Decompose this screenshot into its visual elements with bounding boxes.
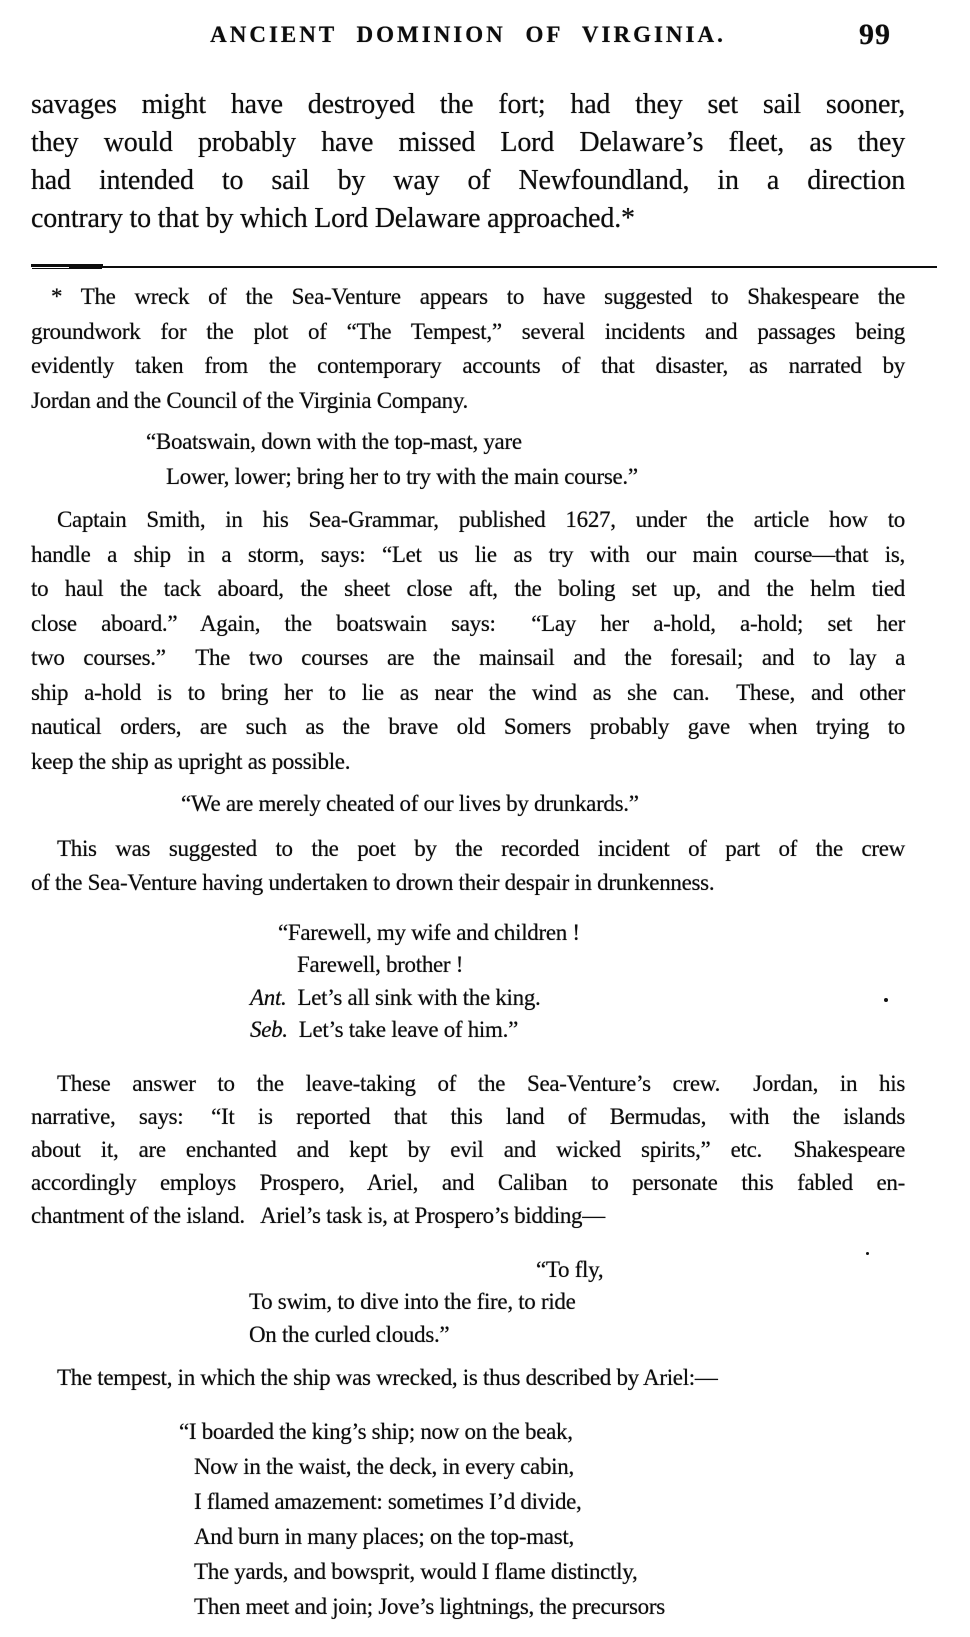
verse-line: “Farewell, my wife and children ! — [278, 919, 580, 945]
quote-line: “We are merely cheated of our lives by drunkards.” — [181, 791, 639, 816]
footnote-line: nautical orders, are such as the brave old Somers probably gave when trying to — [31, 714, 905, 739]
footnote-line: narrative, says: “It is reported that this land of Bermudas, with the islands — [31, 1103, 905, 1129]
verse-line — [250, 1014, 905, 1047]
speaker-name: Ant. — [250, 984, 287, 1010]
footnote-line: accordingly employs Prospero, Ariel, and Caliban to personate this fabled en- — [31, 1169, 905, 1195]
footnote-line: * The wreck of the Sea-Venture appears to have suggested to Shakespeare the — [51, 284, 905, 309]
speaker-text: Let’s all sink with the king. — [297, 984, 541, 1010]
footnote-paragraph — [31, 280, 905, 418]
verse-line: The yards, and bowsprit, would I flame distinctly, — [194, 1558, 638, 1584]
speaker-text: Let’s take leave of him.” — [298, 1017, 518, 1042]
footnote-divider — [31, 264, 905, 270]
body-line: contrary to that by which Lord Delaware approached.* — [31, 203, 635, 234]
verse-line: Lower, lower; bring her to try with the main course.” — [166, 463, 638, 489]
body-line: savages might have destroyed the fort; had they set sail sooner, — [31, 89, 905, 120]
footnote-line: keep the ship as upright as possible. — [31, 748, 351, 774]
quote-drunkards — [31, 787, 905, 822]
verse-line: “To fly, — [536, 1256, 604, 1282]
divider-line — [69, 266, 937, 268]
footnote-line: handle a ship in a storm, says: “Let us lie as try with our main course—that is, — [31, 541, 905, 567]
verse-ariel — [31, 1414, 905, 1624]
verse-line: I flamed amazement: sometimes I’d divide, — [194, 1488, 582, 1514]
footnote-line: These answer to the leave-taking of the Sea-Venture’s crew. Jordan, in his — [57, 1070, 905, 1096]
footnote-line: groundwork for the plot of “The Tempest,” several incidents and passages being — [31, 318, 905, 344]
page-header — [31, 18, 905, 52]
verse-line: “I boarded the king’s ship; now on the beak, — [179, 1418, 573, 1444]
verse-line: On the curled clouds.” — [249, 1321, 450, 1347]
footnote-paragraph — [31, 1361, 905, 1396]
print-speck — [884, 998, 888, 1002]
verse-line: And burn in many places; on the top-mast, — [194, 1523, 574, 1549]
verse-line: To swim, to dive into the fire, to ride — [249, 1289, 576, 1314]
verse-boatswain — [31, 425, 905, 494]
main-text-block — [31, 86, 905, 238]
footnote-block — [31, 280, 905, 1624]
footnote-paragraph — [31, 503, 905, 779]
footnote-line: to haul the tack aboard, the sheet close aft, the boling set up, and the helm tied — [31, 576, 905, 601]
verse-line: Now in the waist, the deck, in every cabin, — [194, 1453, 574, 1479]
verse-line: “Boatswain, down with the top-mast, yare — [146, 429, 522, 454]
footnote-line: two courses.” The two courses are the mainsail and the foresail; and to lay a — [31, 645, 905, 670]
body-line: had intended to sail by way of Newfoundland, in a direction — [31, 165, 905, 196]
footnote-paragraph — [31, 832, 905, 901]
verse-to-fly — [31, 1254, 905, 1352]
speaker-name: Seb. — [250, 1017, 288, 1042]
footnote-line: Captain Smith, in his Sea-Grammar, published 1627, under the article how to — [57, 507, 905, 532]
footnote-line: about it, are enchanted and kept by evil and wicked spirits,” etc. Shakespeare — [31, 1136, 905, 1162]
body-line: they would probably have missed Lord Delaware’s fleet, as they — [31, 127, 905, 158]
footnote-line: Jordan and the Council of the Virginia Company. — [31, 387, 468, 413]
verse-line — [250, 982, 905, 1015]
footnote-paragraph — [31, 1067, 905, 1232]
footnote-line: ship a-hold is to bring her to lie as near the wind as she can. These, and other — [31, 679, 905, 705]
footnote-line: This was suggested to the poet by the recorded incident of part of the crew — [57, 835, 905, 861]
verse-farewell — [31, 917, 905, 1047]
footnote-line: of the Sea-Venture having undertaken to drown their despair in drunkenness. — [31, 870, 715, 895]
footnote-line: evidently taken from the contemporary accounts of that disaster, as narrated by — [31, 353, 905, 378]
print-speck — [866, 1252, 869, 1255]
verse-line: Then meet and join; Jove’s lightnings, the precursors — [194, 1593, 665, 1619]
verse-line: Farewell, brother ! — [297, 952, 464, 977]
running-title: ANCIENT DOMINION OF VIRGINIA. — [210, 22, 726, 47]
footnote-line: The tempest, in which the ship was wrecked, is thus described by Ariel:— — [57, 1365, 718, 1390]
footnote-line: chantment of the island. Ariel’s task is, at Prospero’s bidding— — [31, 1202, 605, 1228]
page-number: 99 — [859, 18, 891, 51]
footnote-line: close aboard.” Again, the boatswain says: “Lay her a-hold, a-hold; set her — [31, 610, 905, 636]
